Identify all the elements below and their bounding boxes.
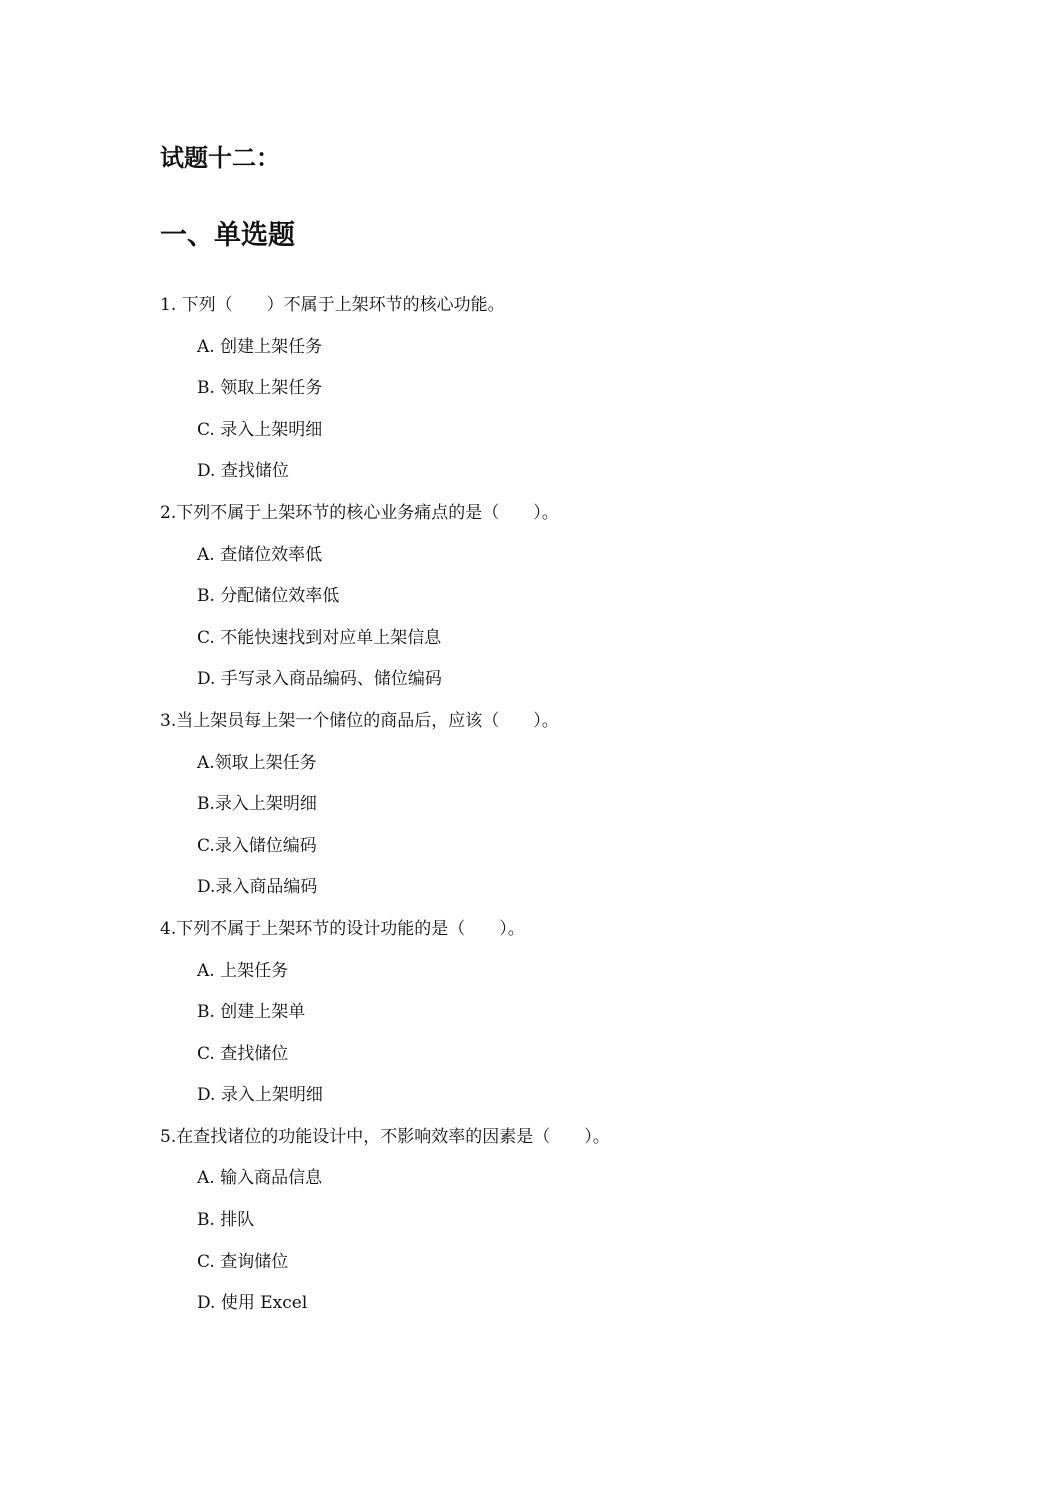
question-item bbox=[160, 493, 960, 701]
question-text: 4.下列不属于上架环节的设计功能的是（ ）。 bbox=[160, 918, 525, 939]
option-c: C. 查询储位 bbox=[197, 1251, 289, 1272]
option-b: B. 排队 bbox=[197, 1210, 255, 1231]
option-d: D. 手写录入商品编码、储位编码 bbox=[197, 669, 442, 690]
question-text: 5.在查找诸位的功能设计中，不影响效率的因素是（ ）。 bbox=[160, 1126, 610, 1147]
section-heading: 一、单选题 bbox=[160, 220, 295, 251]
document-title: 试题十二： bbox=[160, 144, 280, 172]
question-item bbox=[160, 909, 960, 1117]
option-list bbox=[160, 951, 960, 1117]
option-a: A.领取上架任务 bbox=[197, 752, 317, 773]
question-item bbox=[160, 285, 960, 493]
question-item bbox=[160, 1117, 960, 1325]
option-c: C. 录入上架明细 bbox=[197, 419, 323, 440]
option-b: B. 分配储位效率低 bbox=[197, 586, 340, 607]
option-list bbox=[160, 535, 960, 701]
question-text: 1. 下列（ ）不属于上架环节的核心功能。 bbox=[160, 295, 505, 315]
question-text: 2.下列不属于上架环节的核心业务痛点的是（ ）。 bbox=[160, 502, 559, 523]
option-d: D. 录入上架明细 bbox=[197, 1085, 323, 1106]
option-c: C. 查找储位 bbox=[197, 1043, 289, 1064]
option-list bbox=[160, 743, 960, 909]
option-list bbox=[160, 1158, 960, 1324]
option-d: D. 查找储位 bbox=[197, 461, 289, 482]
question-item bbox=[160, 701, 960, 909]
question-list bbox=[160, 285, 960, 1325]
option-d: D. 使用 Excel bbox=[197, 1293, 308, 1314]
option-c: C. 不能快速找到对应单上架信息 bbox=[197, 627, 442, 648]
option-b: B.录入上架明细 bbox=[197, 794, 317, 815]
option-list bbox=[160, 327, 960, 493]
option-b: B. 创建上架单 bbox=[197, 1002, 306, 1023]
option-a: A. 创建上架任务 bbox=[197, 336, 323, 357]
option-a: A. 上架任务 bbox=[197, 960, 289, 981]
option-a: A. 查储位效率低 bbox=[197, 544, 323, 565]
option-b: B. 领取上架任务 bbox=[197, 378, 323, 399]
question-text: 3.当上架员每上架一个储位的商品后，应该（ ）。 bbox=[160, 710, 559, 731]
option-a: A. 输入商品信息 bbox=[197, 1168, 323, 1189]
option-d: D.录入商品编码 bbox=[197, 877, 318, 898]
option-c: C.录入储位编码 bbox=[197, 835, 317, 856]
